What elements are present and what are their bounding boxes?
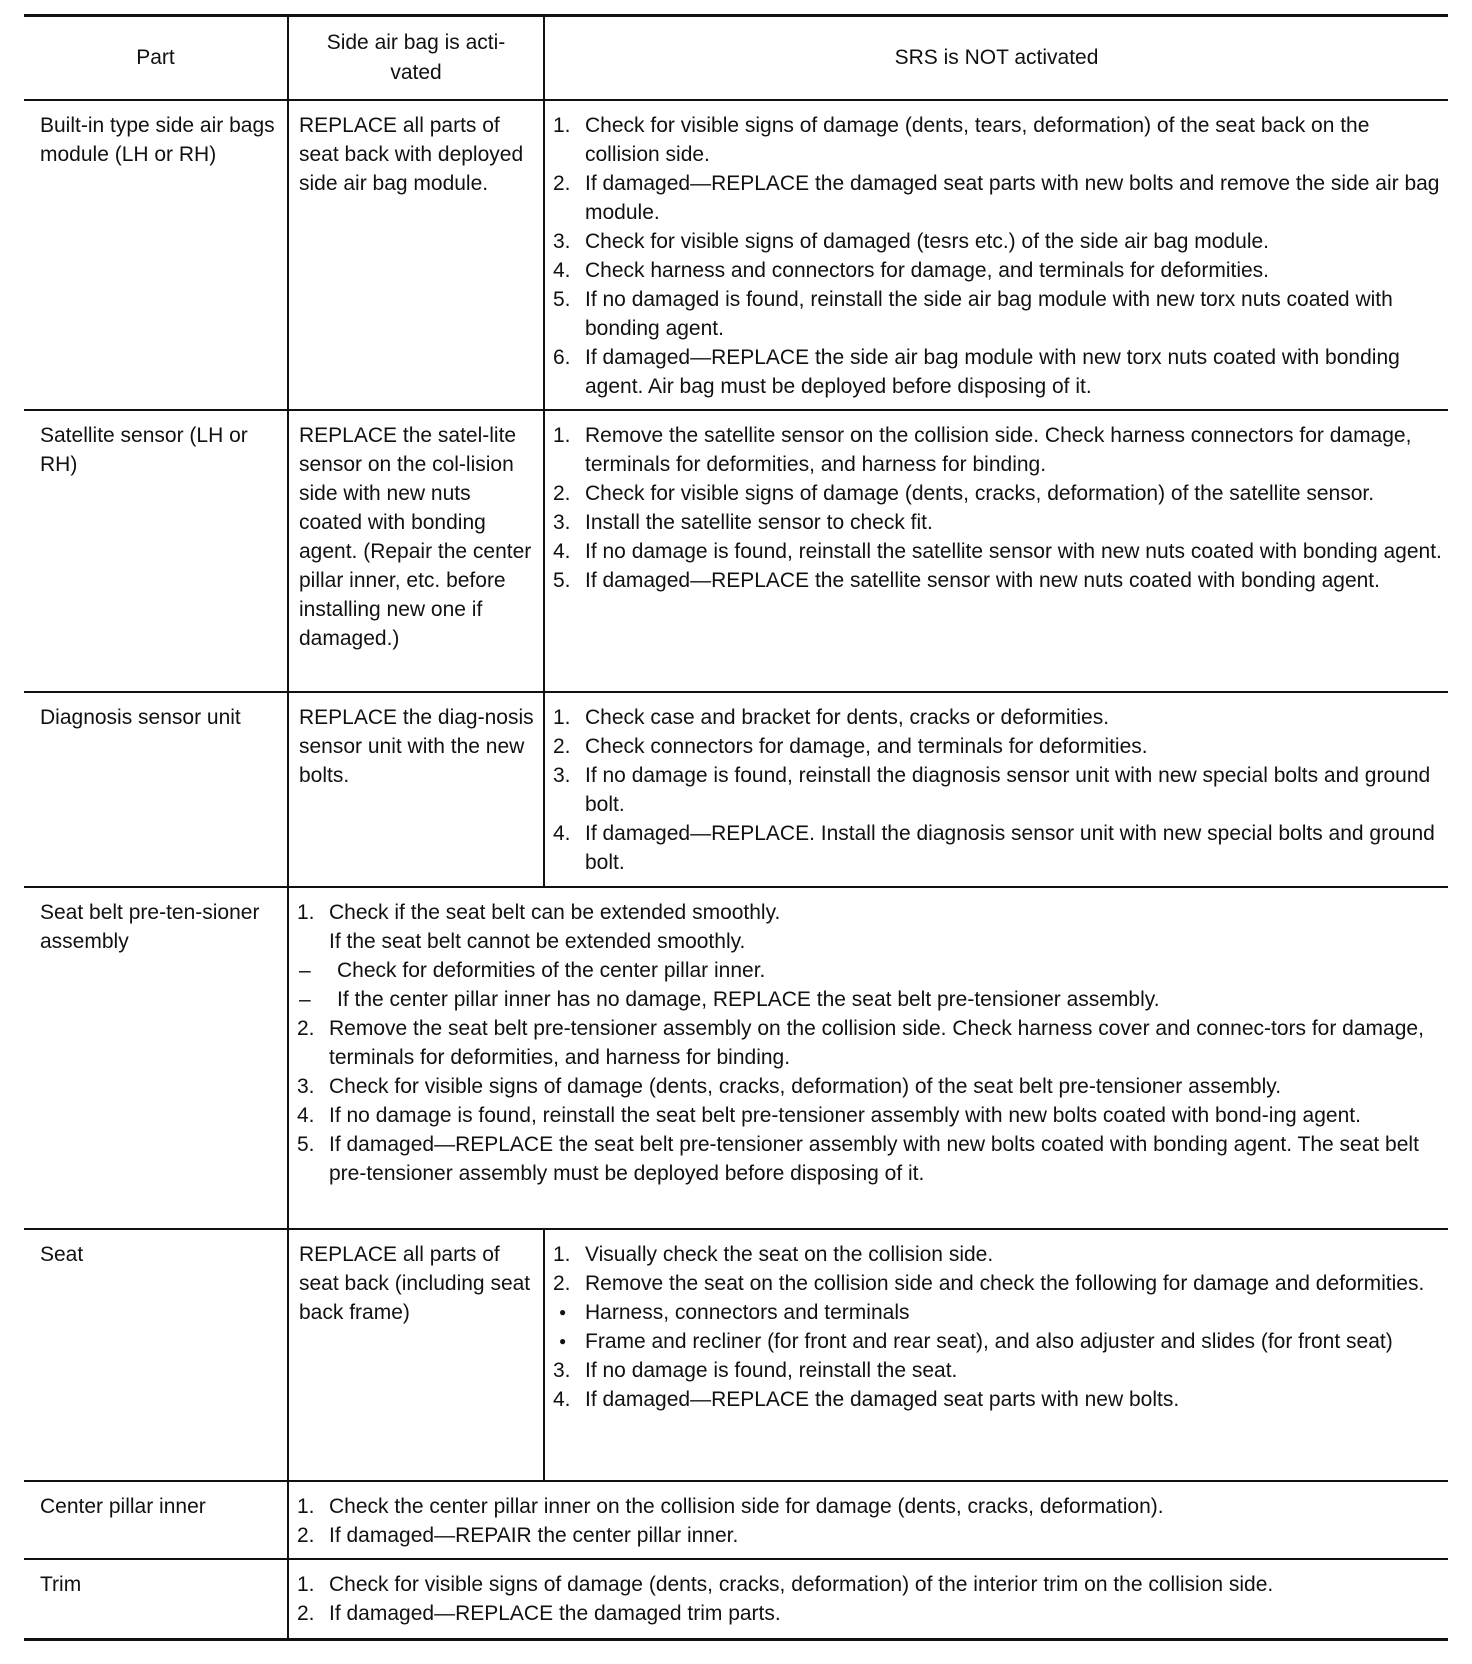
step-item [553,111,1442,169]
step-text: If damaged—REPAIR the center pillar inner. [329,1524,739,1547]
step-text: If damaged—REPLACE the damaged trim parts. [329,1602,781,1625]
step-item [297,1570,1442,1599]
activated-cell: REPLACE all parts of seat back (including seat back frame) [288,1229,544,1481]
step-item [297,1599,1442,1628]
step-text: If damaged—REPLACE the satellite sensor with new nuts coated with bonding agent. [585,569,1380,592]
part-cell: Built-in type side air bags module (LH or RH) [24,100,288,410]
step-text: If no damage is found, reinstall the seat belt pre-tensioner assembly with new bolts coated with bond-ing agent. [329,1104,1361,1127]
step-text: If no damage is found, reinstall the diagnosis sensor unit with new special bolts and ground bolt. [585,764,1431,816]
step-number: 1. [553,706,571,729]
step-number: 5. [553,288,571,311]
step-text: Frame and recliner (for front and rear seat), and also adjuster and slides (for front seat) [585,1330,1393,1353]
step-number: 2. [297,1017,315,1040]
combined-cell [288,887,1448,1229]
step-item [553,227,1442,256]
step-number: 3. [297,1075,315,1098]
dash-marker: – [299,988,311,1011]
step-text: If damaged—REPLACE. Install the diagnosis sensor unit with new special bolts and ground bolt. [585,822,1435,874]
bullet-item [553,1298,1442,1327]
bullet-icon: ● [559,1334,567,1348]
step-number: 1. [297,1495,315,1518]
step-number: 1. [553,114,571,137]
table-row [24,100,1448,410]
step-text: If damaged—REPLACE the damaged seat parts with new bolts. [585,1388,1180,1411]
step-number: 1. [553,1243,571,1266]
step-number: 2. [553,735,571,758]
table-row [24,1481,1448,1559]
bullet-item [553,1327,1442,1356]
step-text: Check for deformities of the center pillar inner. [337,959,766,982]
header-side-air-bag-activated: Side air bag is acti- vated [288,16,544,101]
table-header-row [24,16,1448,101]
step-text: Check for visible signs of damaged (tesrs etc.) of the side air bag module. [585,230,1269,253]
step-item [297,1521,1442,1550]
part-cell: Satellite sensor (LH or RH) [24,410,288,692]
step-item [553,1269,1442,1298]
step-text: Check for visible signs of damage (dents, cracks, deformation) of the interior trim on the collision side. [329,1573,1274,1596]
step-item [553,285,1442,343]
step-text: Check connectors for damage, and terminals for deformities. [585,735,1148,758]
part-cell: Seat belt pre-ten-sioner assembly [24,887,288,1229]
part-cell: Diagnosis sensor unit [24,692,288,887]
step-item [553,566,1442,595]
step-item [553,1356,1442,1385]
step-text: Remove the seat belt pre-tensioner assembly on the collision side. Check harness cover and connec-tors for damage, terminals for deformities, and harness for binding. [329,1017,1424,1069]
step-number: 5. [297,1133,315,1156]
step-text: Check harness and connectors for damage, and terminals for deformities. [585,259,1270,282]
table-row [24,410,1448,692]
step-item [297,956,1442,985]
dash-marker: – [299,959,311,982]
step-number: 3. [553,1359,571,1382]
step-item [553,421,1442,479]
document-page [24,14,1448,1641]
header-part: Part [24,16,288,101]
step-number: 1. [297,1573,315,1596]
step-text: Visually check the seat on the collision side. [585,1243,994,1266]
step-text: Install the satellite sensor to check fit. [585,511,933,534]
not-activated-cell [544,410,1448,692]
step-item [553,479,1442,508]
step-number: 2. [553,482,571,505]
table-row [24,692,1448,887]
step-text: Check for visible signs of damage (dents, tears, deformation) of the seat back on the collision side. [585,114,1370,166]
step-number: 3. [553,511,571,534]
part-cell: Center pillar inner [24,1481,288,1559]
step-subtext: If the seat belt cannot be extended smoothly. [329,930,746,953]
step-item [553,343,1442,401]
activated-cell: REPLACE the diag-nosis sensor unit with the new bolts. [288,692,544,887]
part-cell: Trim [24,1559,288,1639]
step-number: 4. [553,259,571,282]
step-number: 2. [553,172,571,195]
not-activated-cell [544,692,1448,887]
srs-inspection-table [24,14,1448,1641]
step-item [297,1072,1442,1101]
step-item [297,1101,1442,1130]
step-number: 5. [553,569,571,592]
step-number: 4. [553,822,571,845]
step-text: If the center pillar inner has no damage, REPLACE the seat belt pre-tensioner assembly. [337,988,1160,1011]
step-number: 1. [297,901,315,924]
step-item [297,898,1442,927]
step-number: 2. [297,1602,315,1625]
step-text: If no damage is found, reinstall the seat. [585,1359,958,1382]
activated-cell: REPLACE all parts of seat back with deployed side air bag module. [288,100,544,410]
header-srs-not-activated: SRS is NOT activated [544,16,1448,101]
part-cell: Seat [24,1229,288,1481]
step-item [553,703,1442,732]
step-number: 3. [553,230,571,253]
step-number: 2. [553,1272,571,1295]
bullet-icon: ● [559,1305,567,1319]
step-text: If damaged—REPLACE the side air bag module with new torx nuts coated with bonding agent. Air bag must be deployed before disposing of it. [585,346,1400,398]
step-text: If no damage is found, reinstall the satellite sensor with new nuts coated with bonding agent. [585,540,1442,563]
not-activated-cell [544,1229,1448,1481]
step-item [553,819,1442,877]
step-number: 4. [553,540,571,563]
step-number: 6. [553,346,571,369]
activated-cell: REPLACE the satel-lite sensor on the col-lision side with new nuts coated with bonding agent. (Repair the center pillar inner, etc. before installing new one if damaged.) [288,410,544,692]
table-row [24,887,1448,1229]
step-text: Check case and bracket for dents, cracks or deformities. [585,706,1110,729]
table-row [24,1229,1448,1481]
table-row [24,1559,1448,1639]
step-text: Remove the seat on the collision side and check the following for damage and deformities. [585,1272,1425,1295]
step-item [297,1492,1442,1521]
step-item [553,508,1442,537]
step-item [553,1385,1442,1414]
step-text: Check if the seat belt can be extended smoothly. [329,901,781,924]
step-number: 4. [297,1104,315,1127]
step-number: 2. [297,1524,315,1547]
step-number: 3. [553,764,571,787]
step-text: Remove the satellite sensor on the collision side. Check harness connectors for damage, terminals for deformities, and harness for binding. [585,424,1412,476]
step-item [553,732,1442,761]
step-item [297,985,1442,1014]
not-activated-cell [544,100,1448,410]
step-item [297,1014,1442,1072]
step-text: If damaged—REPLACE the seat belt pre-tensioner assembly with new bolts coated with bonding agent. The seat belt pre-tensioner assembly must be deployed before disposing of it. [329,1133,1419,1185]
step-text: Harness, connectors and terminals [585,1301,910,1324]
step-text: Check for visible signs of damage (dents, cracks, deformation) of the satellite sensor. [585,482,1375,505]
step-item [553,761,1442,819]
step-number: 1. [553,424,571,447]
step-number: 4. [553,1388,571,1411]
combined-cell [288,1559,1448,1639]
step-text: Check for visible signs of damage (dents, cracks, deformation) of the seat belt pre-tensioner assembly. [329,1075,1282,1098]
step-item [553,169,1442,227]
step-text: If damaged—REPLACE the damaged seat parts with new bolts and remove the side air bag module. [585,172,1440,224]
combined-cell [288,1481,1448,1559]
step-text: If no damaged is found, reinstall the side air bag module with new torx nuts coated with bonding agent. [585,288,1393,340]
step-text: Check the center pillar inner on the collision side for damage (dents, cracks, deformation). [329,1495,1164,1518]
step-item [553,537,1442,566]
step-item [297,1130,1442,1188]
step-item [553,256,1442,285]
step-item [553,1240,1442,1269]
